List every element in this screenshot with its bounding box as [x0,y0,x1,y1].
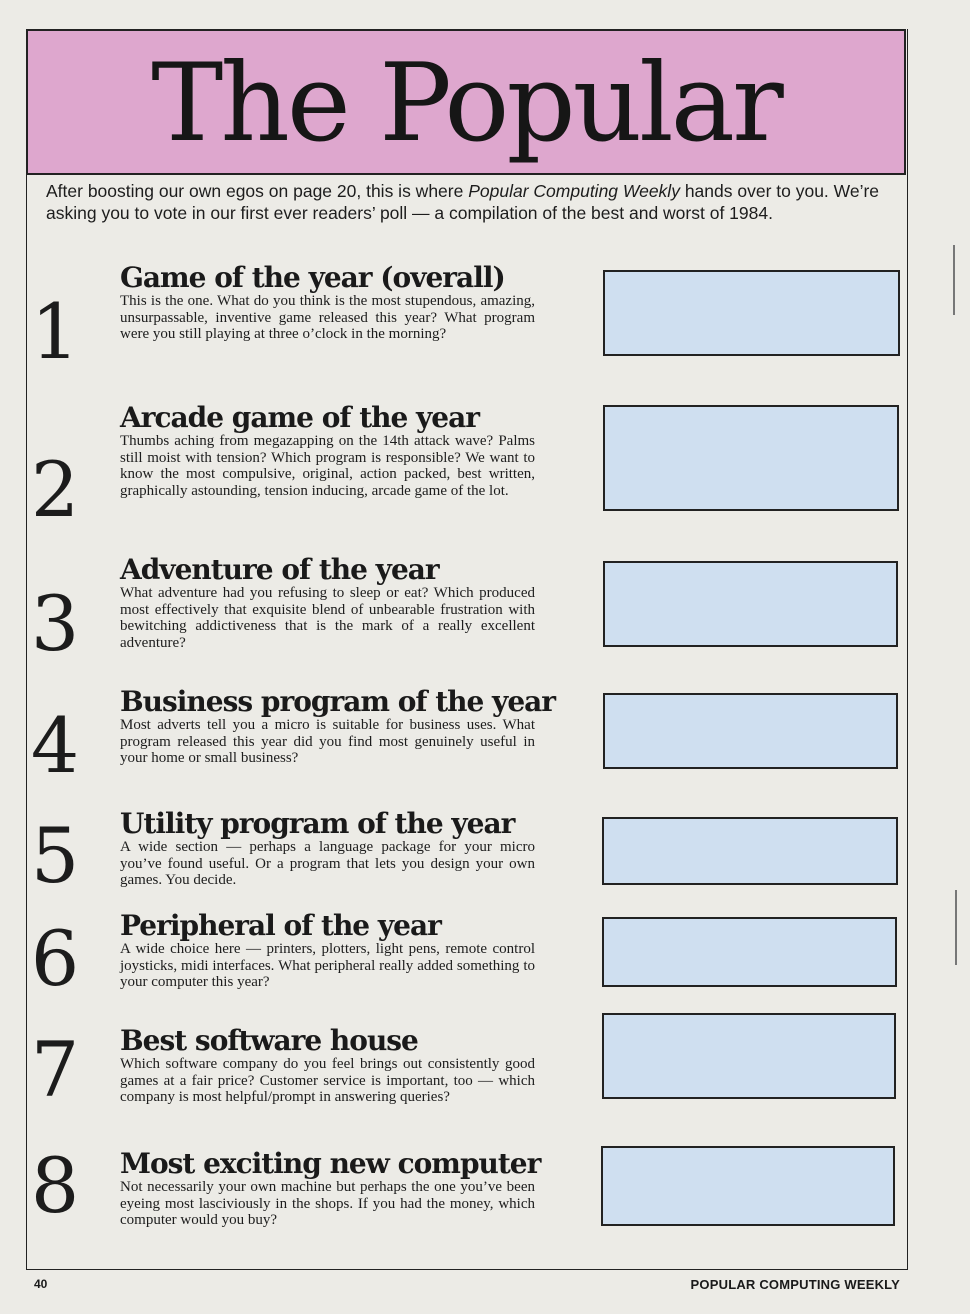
category-description: A wide choice here — printers, plotters, light pens, remote control joysticks, midi interfaces. What peripheral really added something to your computer this year? [120,941,535,990]
category-text-block [120,403,535,499]
category-description: Most adverts tell you a micro is suitable for business uses. What program released this year did you find most genuinely useful in your home or small business? [120,717,535,766]
category-number: 3 [30,579,80,668]
answer-box[interactable] [601,1146,895,1226]
category-number: 7 [30,1025,80,1114]
page-number: 40 [34,1277,48,1291]
answer-box[interactable] [603,693,898,769]
category-number: 2 [30,445,80,534]
category-title: Business program of the year [120,685,556,718]
category-description: Not necessarily your own machine but perhaps the one you’ve been eyeing most lasciviously in the shops. If you had the money, which computer would you buy? [120,1179,535,1228]
category-text-block [120,911,535,991]
category-text-block [120,1147,541,1229]
category-description: This is the one. What do you think is the most stupendous, amazing, unsurpassable, inventive game released this year? What program were you still playing at three o’clock in the morning? [120,293,535,342]
answer-box[interactable] [602,817,898,885]
category-title: Arcade game of the year [120,401,480,434]
category-number: 5 [30,811,80,900]
category-description: Thumbs aching from megazapping on the 14th attack wave? Palms still moist with tension? Which program is responsible? We want to know the most compulsive, original, action packed, best written, graphically astounding, tension inducing, arcade game of the lot. [120,433,535,499]
category-description: What adventure had you refusing to sleep or eat? Which produced most effectively that exquisite blend of unbearable frustration with bewitching addictiveness that is the mark of a really excellent adventure? [120,585,535,651]
title-banner [26,29,906,175]
answer-box[interactable] [602,1013,896,1099]
category-title: Utility program of the year [120,807,515,840]
answer-box[interactable] [603,561,898,647]
category-text-block [120,263,535,343]
category-number: 4 [30,701,80,790]
intro-text-start: After boosting our own egos on page 20, this is where [46,181,469,201]
category-number: 8 [30,1141,80,1230]
category-text-block [120,1026,535,1106]
category-title: Peripheral of the year [120,909,441,942]
category-description: A wide section — perhaps a language package for your micro you’ve found useful. Or a program that lets you design your own games. You decide. [120,839,535,888]
answer-box[interactable] [603,405,899,511]
category-title: Adventure of the year [120,553,439,586]
magazine-name: Popular Computing Weekly [468,181,680,201]
category-text-block [120,809,535,889]
publication-name: POPULAR COMPUTING WEEKLY [690,1277,900,1292]
staple-mark [955,890,957,965]
category-title: Best software house [120,1024,418,1057]
category-number: 1 [30,287,80,376]
intro-text-end: hands over to you. We’re asking you to vote in our first ever readers’ poll — a compilation of the best and worst of 1984. [46,181,880,223]
intro-paragraph [46,180,896,224]
answer-box[interactable] [603,270,900,356]
staple-mark [953,245,955,315]
answer-box[interactable] [602,917,897,987]
page-title: The Popular [151,41,781,166]
category-description: Which software company do you feel brings out consistently good games at a fair price? Customer service is important, too — which company is most helpful/prompt in answering queries? [120,1056,535,1105]
category-title: Game of the year (overall) [120,261,505,294]
category-text-block [120,555,535,651]
category-number: 6 [30,914,80,1003]
category-title: Most exciting new computer [120,1147,541,1180]
category-text-block [120,685,556,767]
